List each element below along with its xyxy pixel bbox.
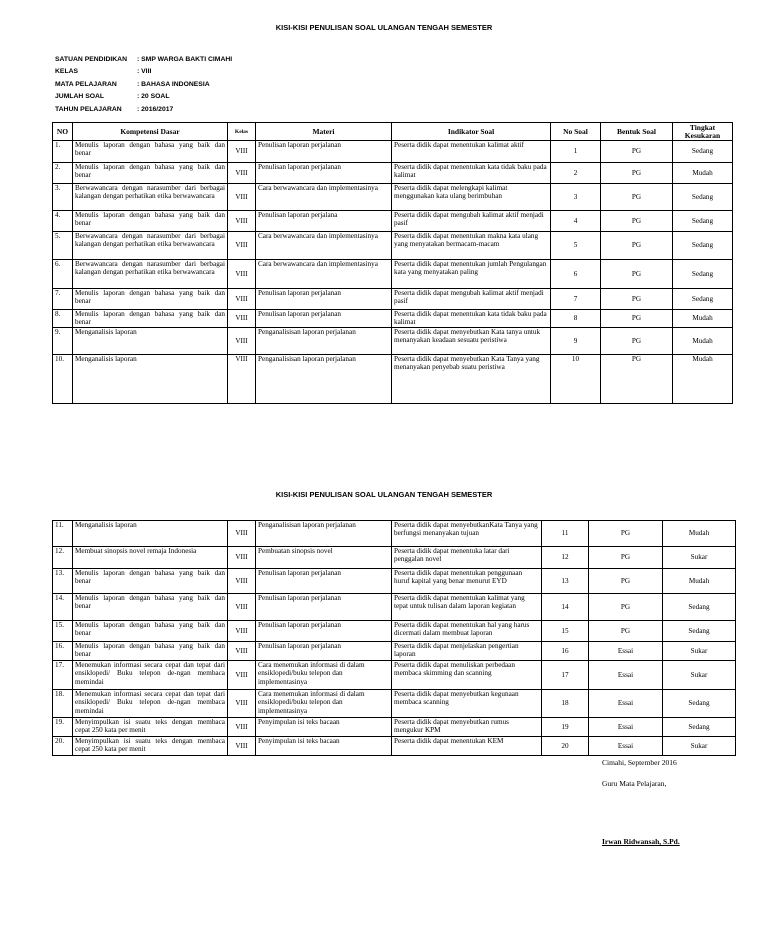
cell-indikator-soal: Peserta didik dapat menentukan kata tidak baku pada kalimat: [392, 163, 551, 184]
header-bentuk-soal: Bentuk Soal: [601, 123, 673, 141]
cell-materi: Penulisan laporan perjalanan: [256, 621, 392, 642]
cell-no-soal: 9: [551, 328, 601, 355]
cell-bentuk-soal: Essai: [589, 690, 663, 718]
cell-no: 16.: [53, 642, 73, 661]
cell-materi: Penganalisisan laporan perjalanan: [256, 355, 392, 404]
table-row: [53, 569, 736, 594]
cell-materi: Penulisan laporan perjalanan: [256, 569, 392, 594]
table-row: [53, 718, 736, 737]
cell-no: 7.: [53, 289, 73, 310]
cell-kelas: VIII: [228, 642, 256, 661]
header-materi: Materi: [256, 123, 392, 141]
cell-tingkat-kesukaran: Mudah: [673, 328, 733, 355]
cell-no-soal: 13: [542, 569, 589, 594]
cell-indikator-soal: Peserta didik dapat menentukan jumlah Pengulangan kata yang menyatakan paling: [392, 260, 551, 289]
cell-materi: Cara menemukan informasi di dalam ensiklopedi/buku telepon dan implementasinya: [256, 690, 392, 718]
info-value: : BAHASA INDONESIA: [137, 80, 210, 88]
cell-no-soal: 14: [542, 594, 589, 621]
table-row: [53, 328, 733, 355]
cell-kelas: VIII: [228, 547, 256, 569]
kisi-kisi-table-2: [52, 520, 736, 756]
cell-no-soal: 11: [542, 521, 589, 547]
page1-title: KISI-KISI PENULISAN SOAL ULANGAN TENGAH SEMESTER: [275, 23, 493, 32]
cell-tingkat-kesukaran: Mudah: [673, 163, 733, 184]
cell-tingkat-kesukaran: Mudah: [673, 310, 733, 328]
place-date: Cimahi, September 2016: [602, 758, 677, 767]
cell-kelas: VIII: [228, 718, 256, 737]
cell-kompetensi-dasar: Menulis laporan dengan bahasa yang baik dan benar: [73, 310, 228, 328]
cell-indikator-soal: Peserta didik dapat menentuka latar dari penggalan novel: [392, 547, 542, 569]
cell-bentuk-soal: PG: [589, 594, 663, 621]
cell-indikator-soal: Peserta didik dapat menyebutkanKata Tanya yang berfungsi menanyakan tujuan: [392, 521, 542, 547]
kisi-kisi-table-1: [52, 122, 733, 404]
signer-role: Guru Mata Pelajaran,: [602, 779, 667, 788]
cell-indikator-soal: Peserta didik dapat melengkapi kalimat menggunakan kata ulang berimbuhan: [392, 184, 551, 211]
cell-no-soal: 3: [551, 184, 601, 211]
cell-indikator-soal: Peserta didik dapat menentukan kata tidak baku pada kalimat: [392, 310, 551, 328]
cell-kelas: VIII: [228, 690, 256, 718]
info-label: JUMLAH SOAL: [55, 93, 105, 101]
cell-kompetensi-dasar: Menyimpulkan isi suatu teks dengan membaca cepat 250 kata per menit: [73, 737, 228, 756]
table-row: [53, 163, 733, 184]
header-kelas: Kelas: [228, 123, 256, 141]
cell-kompetensi-dasar: Menulis laporan dengan bahasa yang baik dan benar: [73, 621, 228, 642]
cell-materi: Pembuatan sinopsis novel: [256, 547, 392, 569]
cell-kelas: VIII: [228, 621, 256, 642]
cell-indikator-soal: Peserta didik dapat menyebutkan kegunaan membaca scanning: [392, 690, 542, 718]
cell-no: 10.: [53, 355, 73, 404]
cell-kelas: VIII: [228, 521, 256, 547]
signer-name: Irwan Ridwansah, S.Pd.: [602, 837, 680, 846]
cell-materi: Cara berwawancara dan implementasinya: [256, 184, 392, 211]
cell-materi: Cara berwawancara dan implementasinya: [256, 232, 392, 260]
cell-no: 15.: [53, 621, 73, 642]
cell-no: 11.: [53, 521, 73, 547]
cell-bentuk-soal: PG: [601, 260, 673, 289]
cell-indikator-soal: Peserta didik dapat menuliskan perbedaan membaca skimming dan scanning: [392, 661, 542, 690]
cell-indikator-soal: Peserta didik dapat menyebutkan Kata Tanya yang menanyakan penyebab suatu peristiwa: [392, 355, 551, 404]
info-value: : SMP WARGA BAKTI CIMAHI: [137, 56, 233, 63]
cell-no: 19.: [53, 718, 73, 737]
header-no: NO: [53, 123, 73, 141]
cell-indikator-soal: Peserta didik dapat menentukan penggunaan huruf kapital yang benar menurut EYD: [392, 569, 542, 594]
cell-materi: Penulisan laporan perjalana: [256, 211, 392, 232]
cell-kelas: VIII: [228, 355, 256, 404]
cell-no: 3.: [53, 184, 73, 211]
cell-kompetensi-dasar: Menemukan informasi secara cepat dan tepat dari ensiklopedi/ Buku telepon de-ngan membaca memindai: [73, 690, 228, 718]
school-info: [55, 54, 232, 116]
table-row: [53, 690, 736, 718]
cell-tingkat-kesukaran: Sedang: [663, 621, 736, 642]
cell-materi: Penulisan laporan perjalanan: [256, 642, 392, 661]
info-label: SATUAN PENDIDIKAN: [55, 56, 127, 63]
cell-kompetensi-dasar: Menulis laporan dengan bahasa yang baik dan benar: [73, 163, 228, 184]
cell-no-soal: 7: [551, 289, 601, 310]
cell-no-soal: 10: [551, 355, 601, 404]
table-row: [53, 289, 733, 310]
info-row: [55, 54, 232, 66]
info-value: : 20 SOAL: [137, 93, 170, 101]
cell-kompetensi-dasar: Berwawancara dengan narasumber dari berbagai kalangan dengan perhatikan etika berwawancara: [73, 232, 228, 260]
cell-bentuk-soal: PG: [601, 141, 673, 163]
cell-indikator-soal: Peserta didik dapat menentukan hal yang harus dicermati dalam membuat laporan: [392, 621, 542, 642]
cell-bentuk-soal: PG: [601, 355, 673, 404]
cell-bentuk-soal: PG: [589, 547, 663, 569]
cell-materi: Penulisan laporan perjalanan: [256, 163, 392, 184]
cell-kompetensi-dasar: Menganalisis laporan: [73, 355, 228, 404]
cell-no-soal: 16: [542, 642, 589, 661]
cell-kompetensi-dasar: Menyimpulkan isi suatu teks dengan membaca cepat 250 kata per menit: [73, 718, 228, 737]
info-row: [55, 79, 232, 91]
cell-no-soal: 4: [551, 211, 601, 232]
cell-kompetensi-dasar: Menulis laporan dengan bahasa yang baik dan benar: [73, 211, 228, 232]
cell-no: 8.: [53, 310, 73, 328]
cell-no: 6.: [53, 260, 73, 289]
cell-bentuk-soal: Essai: [589, 642, 663, 661]
table-row: [53, 621, 736, 642]
cell-materi: Penyimpulan isi teks bacaan: [256, 718, 392, 737]
cell-indikator-soal: Peserta didik dapat menentukan makna kata ulang yang menyatakan bermacam-macam: [392, 232, 551, 260]
cell-kompetensi-dasar: Berwawancara dengan narasumber dari berbagai kalangan dengan perhatikan etika berwawancara: [73, 260, 228, 289]
cell-no-soal: 18: [542, 690, 589, 718]
cell-kelas: VIII: [228, 184, 256, 211]
cell-kompetensi-dasar: Menganalisis laporan: [73, 521, 228, 547]
cell-no: 18.: [53, 690, 73, 718]
header-kompetensi-dasar: Kompetensi Dasar: [73, 123, 228, 141]
cell-kompetensi-dasar: Menemukan informasi secara cepat dan tepat dari ensiklopedi/ Buku telepon de-ngan membaca memindai: [73, 661, 228, 690]
table-row: [53, 521, 736, 547]
header-indikator-soal: Indikator Soal: [392, 123, 551, 141]
cell-kelas: VIII: [228, 310, 256, 328]
table-row: [53, 661, 736, 690]
cell-indikator-soal: Peserta didik dapat menentukan KEM: [392, 737, 542, 756]
cell-materi: Penulisan laporan perjalanan: [256, 289, 392, 310]
cell-kompetensi-dasar: Menulis laporan dengan bahasa yang baik dan benar: [73, 141, 228, 163]
cell-no: 1.: [53, 141, 73, 163]
cell-bentuk-soal: Essai: [589, 661, 663, 690]
cell-indikator-soal: Peserta didik dapat menentukan kalimat yang tepat untuk tulisan dalam laporan kegiatan: [392, 594, 542, 621]
cell-materi: Penyimpulan isi teks bacaan: [256, 737, 392, 756]
cell-no: 9.: [53, 328, 73, 355]
table-row: [53, 355, 733, 404]
table-row: [53, 211, 733, 232]
cell-bentuk-soal: PG: [601, 184, 673, 211]
cell-kelas: VIII: [228, 163, 256, 184]
info-row: [55, 91, 232, 103]
table-row: [53, 232, 733, 260]
table-row: [53, 310, 733, 328]
cell-indikator-soal: Peserta didik dapat menjelaskan pengertian laporan: [392, 642, 542, 661]
cell-kelas: VIII: [228, 737, 256, 756]
page2-title: KISI-KISI PENULISAN SOAL ULANGAN TENGAH SEMESTER: [275, 490, 493, 499]
cell-materi: Penulisan laporan perjalanan: [256, 594, 392, 621]
cell-no-soal: 12: [542, 547, 589, 569]
cell-bentuk-soal: PG: [601, 211, 673, 232]
cell-kelas: VIII: [228, 232, 256, 260]
table-row: [53, 547, 736, 569]
cell-no: 4.: [53, 211, 73, 232]
cell-no: 12.: [53, 547, 73, 569]
table-row: [53, 594, 736, 621]
cell-no: 13.: [53, 569, 73, 594]
cell-kelas: VIII: [228, 260, 256, 289]
cell-bentuk-soal: PG: [601, 310, 673, 328]
cell-no-soal: 15: [542, 621, 589, 642]
cell-tingkat-kesukaran: Sedang: [663, 718, 736, 737]
cell-materi: Penganalisisan laporan perjalanan: [256, 328, 392, 355]
info-value: : 2016/2017: [137, 105, 174, 113]
cell-no-soal: 1: [551, 141, 601, 163]
info-row: [55, 66, 232, 78]
cell-no: 20.: [53, 737, 73, 756]
cell-tingkat-kesukaran: Sukar: [663, 661, 736, 690]
info-label: MATA PELAJARAN: [55, 80, 117, 88]
cell-materi: Cara berwawancara dan implementasinya: [256, 260, 392, 289]
cell-bentuk-soal: Essai: [589, 718, 663, 737]
info-label: TAHUN PELAJARAN: [55, 105, 122, 113]
cell-bentuk-soal: PG: [601, 328, 673, 355]
cell-tingkat-kesukaran: Sedang: [673, 260, 733, 289]
cell-bentuk-soal: PG: [589, 569, 663, 594]
cell-indikator-soal: Peserta didik dapat menentukan kalimat aktif: [392, 141, 551, 163]
info-label: KELAS: [55, 68, 79, 76]
table-row: [53, 260, 733, 289]
cell-tingkat-kesukaran: Sedang: [673, 289, 733, 310]
cell-tingkat-kesukaran: Sedang: [673, 211, 733, 232]
cell-materi: Penulisan laporan perjalanan: [256, 310, 392, 328]
info-row: [55, 104, 232, 116]
cell-indikator-soal: Peserta didik dapat mengubah kalimat aktif menjadi pasif: [392, 211, 551, 232]
cell-bentuk-soal: PG: [601, 289, 673, 310]
header-no-soal: No Soal: [551, 123, 601, 141]
cell-bentuk-soal: PG: [601, 163, 673, 184]
cell-kompetensi-dasar: Menulis laporan dengan bahasa yang baik dan benar: [73, 569, 228, 594]
cell-tingkat-kesukaran: Mudah: [663, 521, 736, 547]
cell-materi: Penulisan laporan perjalanan: [256, 141, 392, 163]
cell-kompetensi-dasar: Berwawancara dengan narasumber dari berbagai kalangan dengan perhatikan etika berwawancara: [73, 184, 228, 211]
cell-kompetensi-dasar: Menulis laporan dengan bahasa yang baik dan benar: [73, 642, 228, 661]
cell-bentuk-soal: PG: [589, 521, 663, 547]
cell-no: 17.: [53, 661, 73, 690]
cell-kelas: VIII: [228, 594, 256, 621]
cell-kompetensi-dasar: Menganalisis laporan: [73, 328, 228, 355]
info-value: : VIII: [137, 68, 152, 76]
cell-no-soal: 6: [551, 260, 601, 289]
cell-tingkat-kesukaran: Mudah: [663, 569, 736, 594]
cell-tingkat-kesukaran: Sedang: [663, 690, 736, 718]
cell-tingkat-kesukaran: Sukar: [663, 737, 736, 756]
cell-kelas: VIII: [228, 141, 256, 163]
cell-materi: Cara menemukan informasi di dalam ensiklopedi/buku telepon dan implementasinya: [256, 661, 392, 690]
cell-indikator-soal: Peserta didik dapat menyebutkan rumus mengukur KPM: [392, 718, 542, 737]
cell-kompetensi-dasar: Menulis laporan dengan bahasa yang baik dan benar: [73, 289, 228, 310]
cell-no-soal: 8: [551, 310, 601, 328]
table-row: [53, 737, 736, 756]
cell-tingkat-kesukaran: Sedang: [673, 141, 733, 163]
cell-kelas: VIII: [228, 211, 256, 232]
cell-no-soal: 20: [542, 737, 589, 756]
cell-no: 5.: [53, 232, 73, 260]
cell-no: 14.: [53, 594, 73, 621]
cell-tingkat-kesukaran: Sedang: [673, 232, 733, 260]
cell-indikator-soal: Peserta didik dapat mengubah kalimat aktif menjadi pasif: [392, 289, 551, 310]
cell-no-soal: 5: [551, 232, 601, 260]
cell-no-soal: 19: [542, 718, 589, 737]
cell-no-soal: 2: [551, 163, 601, 184]
cell-kompetensi-dasar: Menulis laporan dengan bahasa yang baik dan benar: [73, 594, 228, 621]
header-tingkat-kesukaran: Tingkat Kesukaran: [673, 123, 733, 141]
cell-no: 2.: [53, 163, 73, 184]
cell-tingkat-kesukaran: Mudah: [673, 355, 733, 404]
cell-bentuk-soal: PG: [601, 232, 673, 260]
cell-kompetensi-dasar: Membuat sinopsis novel remaja Indonesia: [73, 547, 228, 569]
cell-no-soal: 17: [542, 661, 589, 690]
table-row: [53, 184, 733, 211]
cell-kelas: VIII: [228, 328, 256, 355]
cell-tingkat-kesukaran: Sukar: [663, 642, 736, 661]
cell-materi: Penganalisisan laporan perjalanan: [256, 521, 392, 547]
cell-tingkat-kesukaran: Sukar: [663, 547, 736, 569]
cell-indikator-soal: Peserta didik dapat menyebutkan Kata tanya untuk menanyakan keadaan sesuatu peristiwa: [392, 328, 551, 355]
cell-kelas: VIII: [228, 289, 256, 310]
table-row: [53, 141, 733, 163]
cell-tingkat-kesukaran: Sedang: [673, 184, 733, 211]
cell-tingkat-kesukaran: Sedang: [663, 594, 736, 621]
cell-kelas: VIII: [228, 661, 256, 690]
cell-kelas: VIII: [228, 569, 256, 594]
table-row: [53, 642, 736, 661]
cell-bentuk-soal: Essai: [589, 737, 663, 756]
cell-bentuk-soal: PG: [589, 621, 663, 642]
